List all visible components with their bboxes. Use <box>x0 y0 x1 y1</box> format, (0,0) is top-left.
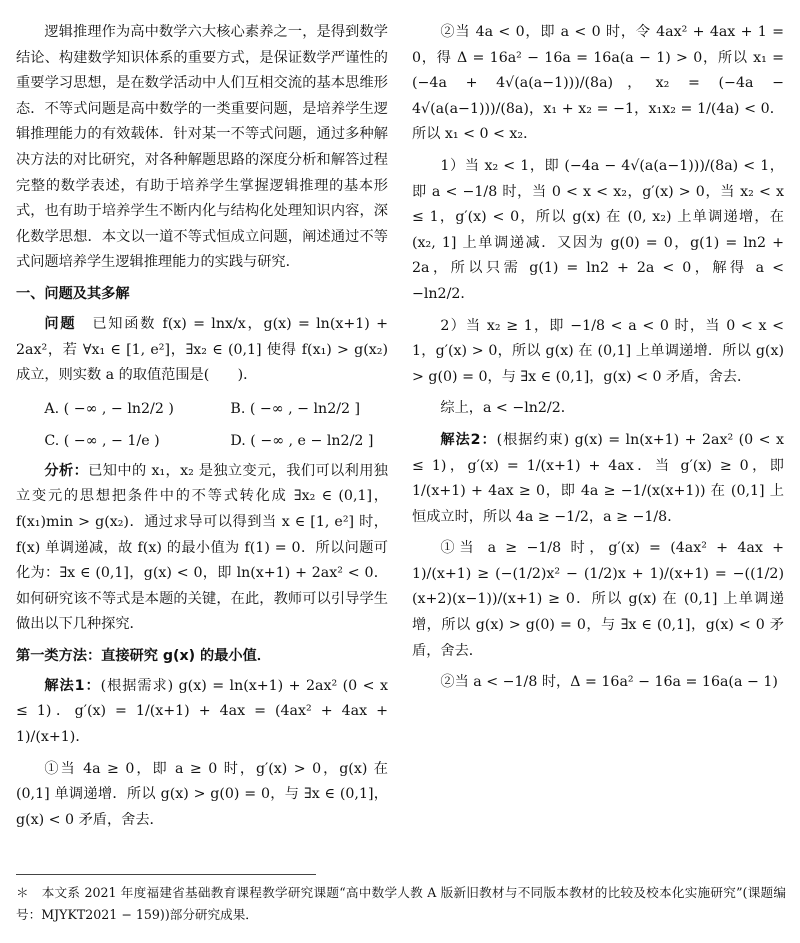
solution1-label: 解法1： <box>44 677 101 694</box>
problem-label: 问题 <box>44 315 77 332</box>
solution2-paragraph <box>412 428 784 530</box>
option-c: C. ( −∞ , − 1/e ) <box>44 432 160 449</box>
analysis-label: 分析： <box>44 462 89 479</box>
problem-statement <box>16 312 388 389</box>
solution2-text: (根据约束) g(x) = ln(x+1) + 2ax² (0 < x ≤ 1)，g′(x) = 1/(x+1) + 4ax．当 g′(x) ≥ 0，即 1/(x+1) + 4ax ≥ 0，即 4a ≥ −1/(x(x+1)) 在 (0,1] 上恒成立时，所以 4a ≥ −1/2，a ≥ −1/8． <box>412 431 784 525</box>
conclusion-paragraph: 综上，a < −ln2/2． <box>440 400 575 417</box>
subcase1-paragraph: 1）当 x₂ < 1，即 (−4a − 4√(a(a−1)))/(8a) < 1，即 a < −1/8 时，当 0 < x < x₂，g′(x) > 0，当 x₂ < x ≤ 1，g′(x) < 0，所以 g(x) 在 (0, x₂) 上单调递增，在 (x₂, 1] 上单调递减．又因为 g(0) = 0，g(1) = ln2 + 2a，所以只需 g(1) = ln2 + 2a < 0，解得 a < −ln2/2． <box>412 157 784 302</box>
case1-paragraph: ①当 4a ≥ 0，即 a ≥ 0 时，g′(x) > 0，g(x) 在 (0,1] 单调递增．所以 g(x) > g(0) = 0，与 ∃x ∈ (0,1]，g(x) < 0 矛盾，舍去． <box>16 760 388 828</box>
option-a: A. ( −∞ , − ln2/2 ) <box>44 400 174 417</box>
right-column <box>412 20 784 702</box>
analysis-text: 已知中的 x₁，x₂ 是独立变元，我们可以利用独立变元的思想把条件中的不等式转化成 ∃x₂ ∈ (0,1]，f(x₁)min > g(x₂)．通过求导可以得到当 x ∈ [1, e²] 时，f(x) 单调递减，故 f(x) 的最小值为 f(1) = 0．所以问题可化为：∃x ∈ (0,1]，g(x) < 0，即 ln(x+1) + 2ax² < 0．如何研究该不等式是本题的关键，在此，教师可以引导学生做出以下几种探究． <box>16 462 388 633</box>
solution2-label: 解法2： <box>440 431 497 448</box>
footnote: ＊ 本文系 2021 年度福建省基础教育课程教学研究课题“高中数学人教 A 版新旧教材与不同版本教材的比较及校本化实施研究”(课题编号：MJYKT2021 − 159))部分研究成果． <box>16 885 786 922</box>
options-row-1 <box>16 395 388 423</box>
method-class-heading: 第一类方法：直接研究 g(x) 的最小值． <box>16 647 271 664</box>
option-d: D. ( −∞ , e − ln2/2 ] <box>230 432 374 449</box>
options-row-2 <box>16 427 388 455</box>
footnote-rule <box>16 874 316 875</box>
solution2-case2-paragraph: ②当 a < −1/8 时，Δ = 16a² − 16a = 16a(a − 1) <box>440 674 778 691</box>
section-heading: 一、问题及其多解 <box>16 285 130 302</box>
solution1-text: (根据需求) g(x) = ln(x+1) + 2ax² (0 < x ≤ 1)．g′(x) = 1/(x+1) + 4ax = (4ax² + 4ax + 1)/(x+1)． <box>16 677 388 746</box>
analysis-paragraph <box>16 459 388 638</box>
solution1-paragraph <box>16 674 388 751</box>
case2-paragraph: ②当 4a < 0，即 a < 0 时，令 4ax² + 4ax + 1 = 0，得 Δ = 16a² − 16a = 16a(a − 1) > 0，所以 x₁ = (−4a + 4√(a(a−1)))/(8a)，x₂ = (−4a − 4√(a(a−1)))/(8a)，x₁ + x₂ = −1，x₁x₂ = 1/(4a) < 0．所以 x₁ < 0 < x₂． <box>412 24 784 143</box>
subcase2-paragraph: 2）当 x₂ ≥ 1，即 −1/8 < a < 0 时，当 0 < x < 1，g′(x) > 0，所以 g(x) 在 (0,1] 上单调递增．所以 g(x) > g(0) = 0，与 ∃x ∈ (0,1]，g(x) < 0 矛盾，舍去． <box>412 317 784 385</box>
option-b: B. ( −∞ , − ln2/2 ] <box>230 400 361 417</box>
left-column <box>16 20 388 839</box>
problem-text: 已知函数 f(x) = lnx/x，g(x) = ln(x+1) + 2ax²，若 ∀x₁ ∈ [1, e²]，∃x₂ ∈ (0,1] 使得 f(x₁) > g(x₂) 成立，则实数 a 的取值范围是( )． <box>16 315 388 384</box>
intro-paragraph: 逻辑推理作为高中数学六大核心素养之一，是得到数学结论、构建数学知识体系的重要方式，是保证数学严谨性的重要学习思想，是在数学活动中人们互相交流的基本思维形态．不等式问题是高中数学的一类重要问题，是培养学生逻辑推理能力的有效载体．针对某一不等式问题，通过多种解决方法的对比研究，对各种解题思路的深度分析和解答过程完整的数学表述，有助于培养学生掌握逻辑推理的基本形式，也有助于培养学生不断内化与结构化处理知识内容，深化数学思想．本文以一道不等式恒成立问题，阐述通过不等式问题培养学生逻辑推理能力的实践与研究． <box>16 24 388 271</box>
solution2-case1-paragraph: ①当 a ≥ −1/8 时，g′(x) = (4ax² + 4ax + 1)/(x+1) ≥ (−(1/2)x² − (1/2)x + 1)/(x+1) = −((1/2)(x+2)(x−1))/(x+1) ≥ 0．所以 g(x) 在 (0,1] 上单调递增，所以 g(x) > g(0) = 0，与 ∃x ∈ (0,1]，g(x) < 0 矛盾，舍去． <box>412 540 784 659</box>
